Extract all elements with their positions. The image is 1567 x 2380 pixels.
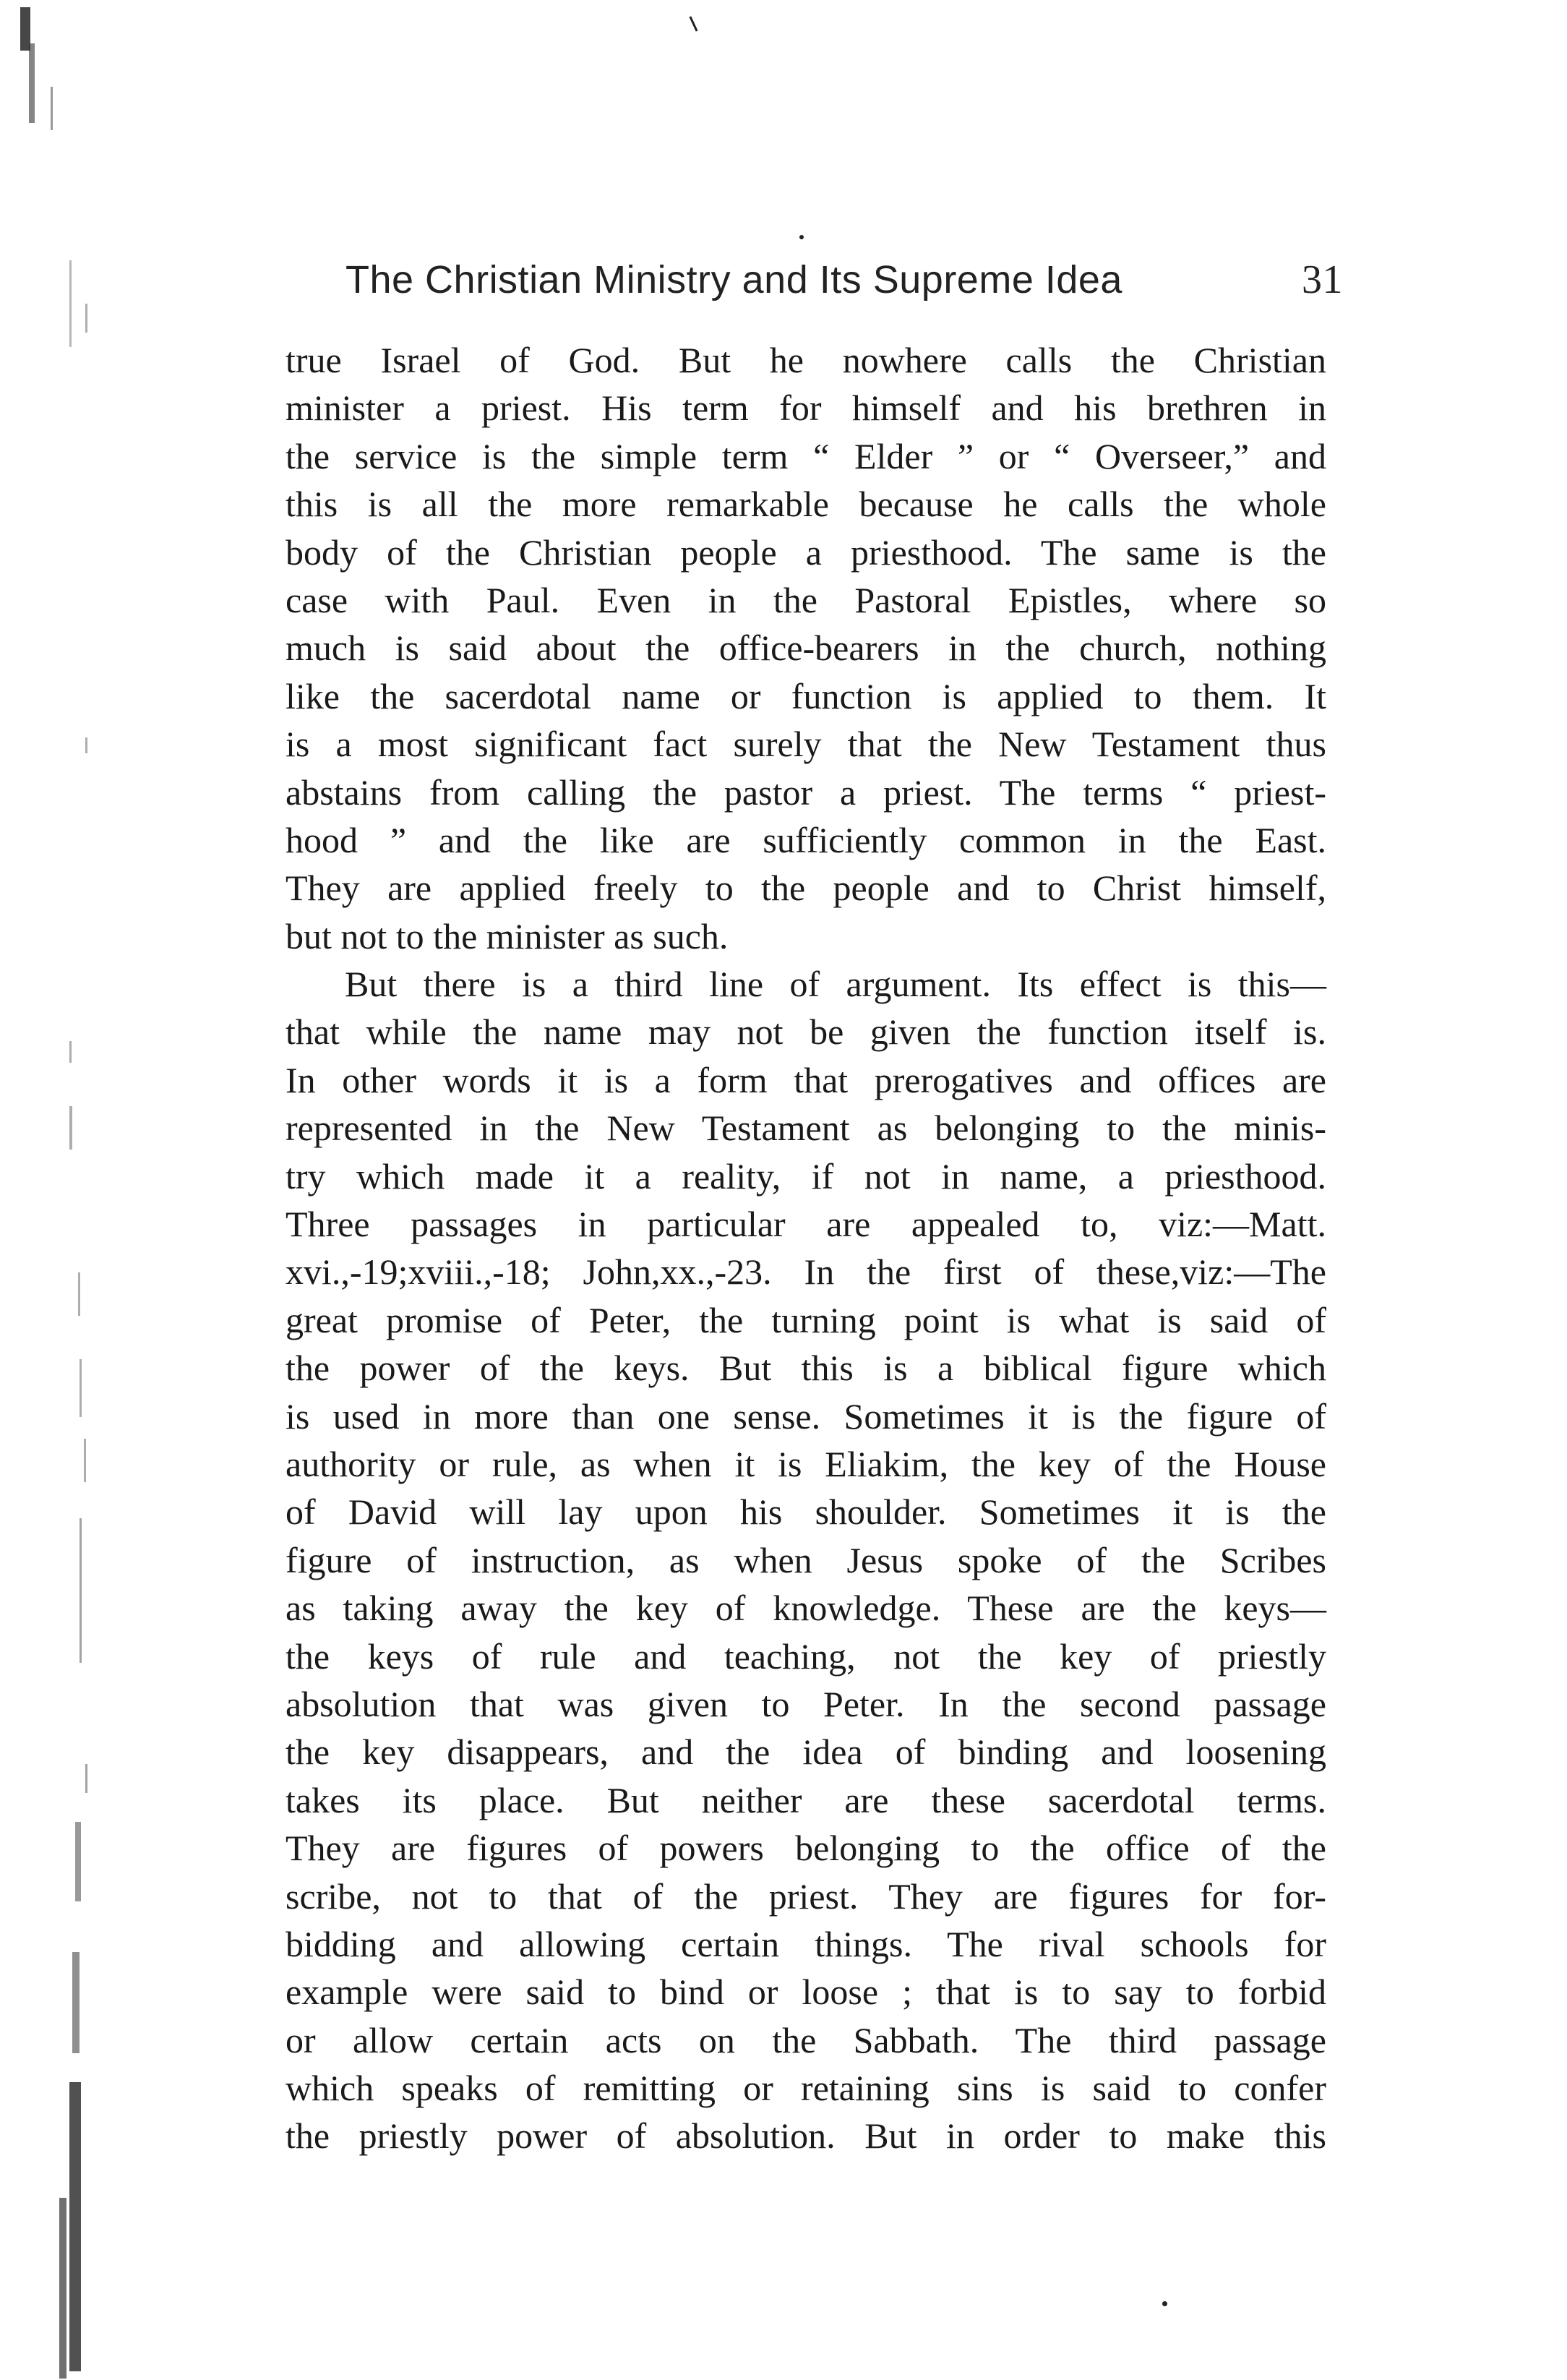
text-line: try which made it a reality, if not in name, a priesthood. [286,1155,1326,1197]
page-number: 31 [1302,257,1343,302]
text-line: abstains from calling the pastor a priest. The terms “ priest- [286,771,1326,813]
text-line: takes its place. But neither are these sacerdotal terms. [286,1779,1326,1820]
text-line: is a most significant fact surely that the New Testament thus [286,724,1326,765]
text-line: or allow certain acts on the Sabbath. The third passage [286,2019,1326,2060]
text-line: the power of the keys. But this is a biblical figure which [286,1348,1326,1389]
text-line: figure of instruction, as when Jesus spoke of the Scribes [286,1539,1326,1580]
running-header [345,257,1343,303]
stray-mark-top [689,16,697,31]
text-line: which speaks of remitting or retaining sins is said to confer [286,2068,1326,2109]
text-line: like the sacerdotal name or function is applied to them. It [286,675,1326,716]
text-line: minister a priest. His term for himself and his brethren in [286,388,1326,429]
paragraph-end-line: but not to the minister as such. [286,915,729,956]
text-line: this is all the more remarkable because he calls the whole [286,484,1326,525]
text-line: the keys of rule and teaching, not the key of priestly [286,1635,1326,1677]
text-line: They are applied freely to the people and to Christ himself, [286,868,1326,909]
text-line: hood ” and the like are sufficiently common in the East. [286,819,1326,860]
text-line: absolution that was given to Peter. In the second passage [286,1683,1326,1724]
text-line: body of the Christian people a priesthood. The same is the [286,531,1326,573]
text-line: case with Paul. Even in the Pastoral Epistles, where so [286,579,1326,620]
text-line: Three passages in particular are appealed to, viz:—Matt. [286,1204,1326,1245]
text-line: much is said about the office-bearers in the church, nothing [286,628,1326,669]
text-line: In other words it is a form that prerogatives and offices are [286,1059,1326,1100]
text-line: the key disappears, and the idea of binding and loosening [286,1732,1326,1773]
text-line: bidding and allowing certain things. The rival schools for [286,1923,1326,1964]
text-line: They are figures of powers belonging to the office of the [286,1828,1326,1869]
text-line: scribe, not to that of the priest. They are figures for for- [286,1875,1326,1917]
text-line: represented in the New Testament as belonging to the minis- [286,1108,1326,1149]
text-line: true Israel of God. But he nowhere calls the Christian [286,340,1326,380]
text-line: of David will lay upon his shoulder. Sometimes it is the [286,1491,1326,1533]
running-title: The Christian Ministry and Its Supreme Idea [345,258,1122,301]
binding-edge-shadow [0,0,108,2380]
stray-dot-bottom [1162,2301,1167,2306]
text-line: great promise of Peter, the turning point is what is said of [286,1299,1326,1340]
paragraph-start-line: But there is a third line of argument. Its effect is this— [345,964,1326,1005]
text-line: the service is the simple term “ Elder ” or “ Overseer,” and [286,435,1326,476]
body-text [286,336,1326,2160]
text-line: is used in more than one sense. Sometimes it is the figure of [286,1395,1326,1437]
stray-dot-top [799,235,804,239]
text-line: that while the name may not be given the function itself is. [286,1011,1326,1053]
text-line: xvi.,-19;xviii.,-18; John,xx.,-23. In the first of these,viz:—The [286,1251,1326,1293]
text-line: the priestly power of absolution. But in order to make this [286,2115,1326,2157]
text-line: authority or rule, as when it is Eliakim, the key of the House [286,1443,1326,1484]
text-line: example were said to bind or loose ; that is to say to forbid [286,1972,1326,2013]
text-line: as taking away the key of knowledge. These are the keys— [286,1588,1326,1629]
